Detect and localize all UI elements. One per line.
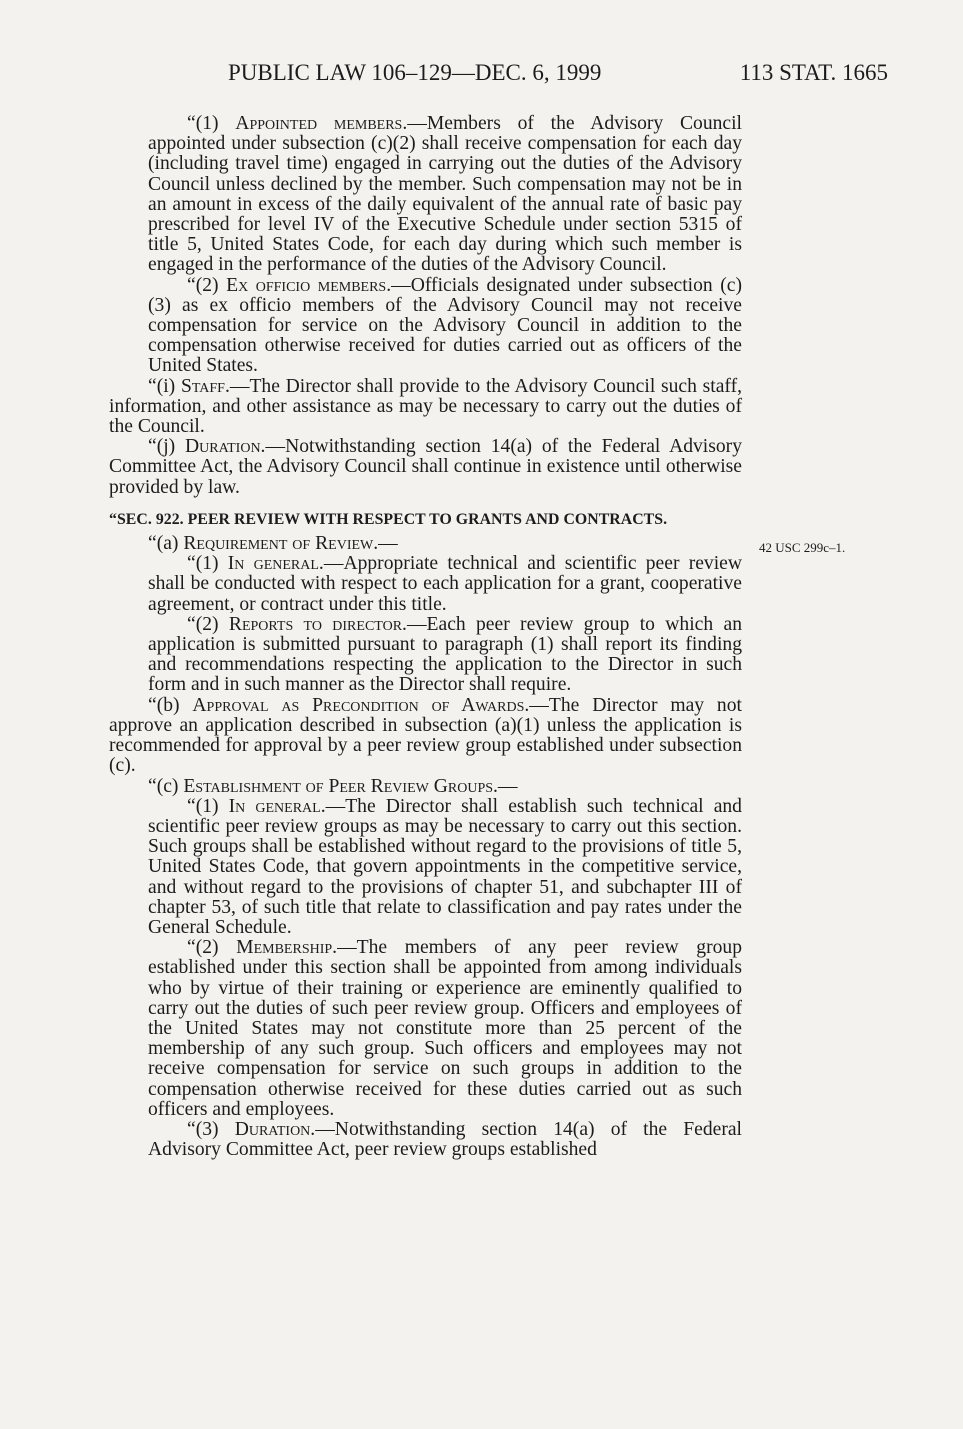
section-heading: “SEC. 922. PEER REVIEW WITH RESPECT TO GRANTS AND CONTRACTS.	[109, 510, 668, 528]
document-body	[109, 114, 742, 1160]
paragraph-c-establishment: “(c) Establishment of Peer Review Groups.—	[148, 775, 518, 797]
paragraph-a-requirement-of-review: “(a) Requirement of Review.—	[148, 533, 398, 555]
paragraph-b-approval: “(b) Approval as Precondition of Awards.—The Director may not approve an application described in subsection (a)(1) unless the application is recommended for approval by a peer review group established under subsection (c).	[109, 694, 742, 777]
header-law-date: PUBLIC LAW 106–129—DEC. 6, 1999	[228, 60, 602, 85]
paragraph-c2-ex-officio-members: “(2) Ex officio members.—Officials designated under subsection (c)(3) as ex officio members of the Advisory Council may not receive compensation for service on the Advisory Council in addition to the compensation otherwise received for duties carried out as officers of the United States.	[148, 274, 742, 377]
paragraph-j-duration: “(j) Duration.—Notwithstanding section 14(a) of the Federal Advisory Committee Act, the Advisory Council shall continue in existence until otherwise provided by law.	[109, 436, 742, 498]
paragraph-i-staff: “(i) Staff.—The Director shall provide to the Advisory Council such staff, information, and other assistance as may be necessary to carry out the duties of the Council.	[109, 375, 743, 438]
margin-citation: 42 USC 299c–1.	[759, 540, 846, 555]
paragraph-c1-in-general: “(1) In general.—The Director shall establish such technical and scientific peer review groups as may be necessary to carry out this section. Such groups shall be established without regard to the provisions of title 5, United States Code, that govern appointments in the competitive service, and without regard to the provisions of chapter 51, and subchapter III of chapter 53, of such title that relate to classification and pay rates under the General Schedule.	[148, 795, 742, 938]
paragraph-a1-in-general: “(1) In general.—Appropriate technical and scientific peer review shall be conducted with respect to each application for a grant, cooperative agreement, or contract under this title.	[148, 553, 742, 615]
paragraph-c2-membership: “(2) Membership.—The members of any peer review group established under this section shall be appointed from among individuals who by virtue of their training or experience are eminently qualified to carry out the duties of such peer review group. Officers and employees of the United States may not constitute more than 25 percent of the membership of any such group. Such officers and employees may not receive compensation for service on such groups in addition to the compensation otherwise received for these duties carried out as such officers and employees.	[148, 937, 742, 1120]
paragraph-c3-duration: “(3) Duration.—Notwithstanding section 14(a) of the Federal Advisory Committee Act, peer review groups established	[148, 1118, 742, 1161]
paragraph-c1-appointed-members: “(1) Appointed members.—Members of the Advisory Council appointed under subsection (c)(2) shall receive compensation for each day (including travel time) engaged in carrying out the duties of the Advisory Council unless declined by the member. Such compensation may not be in an amount in excess of the daily equivalent of the annual rate of basic pay prescribed for level IV of the Executive Schedule under section 5315 of title 5, United States Code, for each day during which such member is engaged in the performance of the duties of the Advisory Council.	[148, 113, 742, 276]
paragraph-a2-reports-to-director: “(2) Reports to director.—Each peer review group to which an application is submitted pursuant to paragraph (1) shall report its finding and recommendations respecting the application to the Director in such form and in such manner as the Director shall require.	[148, 613, 742, 696]
header-stat-page: 113 STAT. 1665	[739, 60, 888, 85]
